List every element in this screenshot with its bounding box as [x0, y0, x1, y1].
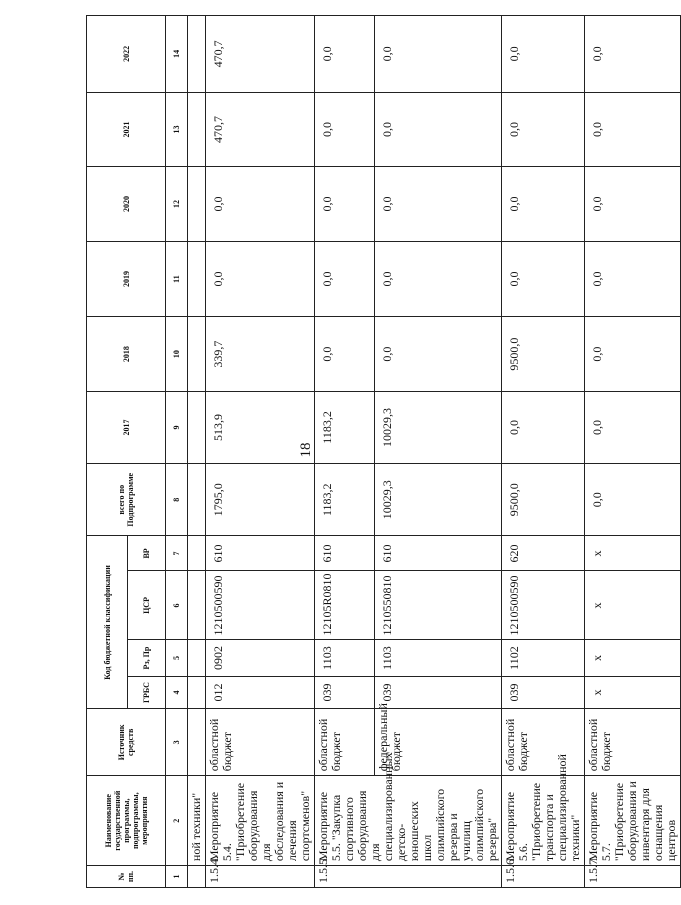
- row-2021: 0,0: [374, 92, 501, 166]
- col-num: 11: [166, 241, 188, 317]
- col-num: 6: [166, 571, 188, 640]
- row-2018: 0,0: [315, 317, 375, 391]
- row-vr: 620: [502, 536, 585, 571]
- col-num: 1: [166, 866, 188, 888]
- row-total: 1795,0: [206, 464, 315, 536]
- row-csr: х: [585, 571, 681, 640]
- row-2022: 0,0: [315, 16, 375, 93]
- row-2022: 470,7: [206, 16, 315, 93]
- row-total: 10029,3: [374, 464, 501, 536]
- rotated-page-content: [86, 15, 678, 888]
- row-2017: 1183,2: [315, 391, 375, 463]
- row-2022: 0,0: [502, 16, 585, 93]
- col-num: 10: [166, 317, 188, 391]
- row-source: областной бюджет: [315, 709, 375, 776]
- row-grbs: х: [585, 676, 681, 709]
- row-source: областной бюджет: [585, 709, 681, 776]
- header-2022: 2022: [87, 16, 166, 93]
- row-source: областной бюджет: [502, 709, 585, 776]
- header-vr: ВР: [128, 536, 166, 571]
- row-2019: 0,0: [585, 241, 681, 317]
- header-name: Наименование государственной программы, подпрограммы, мероприятия: [87, 776, 166, 866]
- row-number: 1.5.5.: [315, 866, 502, 888]
- header-n: № пп.: [87, 866, 166, 888]
- row-source: областной бюджет: [206, 709, 315, 776]
- col-num: 7: [166, 536, 188, 571]
- row-rzpr: 0902: [206, 640, 315, 676]
- row-number: 1.5.6.: [502, 866, 585, 888]
- row-name: Мероприятие 5.7. "Приобретение оборудования и инвентаря для оснащения центров: [585, 776, 681, 866]
- row-2017: 0,0: [585, 391, 681, 463]
- row-grbs: 012: [206, 676, 315, 709]
- table-row-1-5-5: [315, 16, 375, 888]
- col-num: 4: [166, 676, 188, 709]
- col-num: 9: [166, 391, 188, 463]
- col-num: 8: [166, 464, 188, 536]
- row-rzpr: 1103: [315, 640, 375, 676]
- row-csr: 1210550810: [374, 571, 501, 640]
- row-rzpr: х: [585, 640, 681, 676]
- row-source: федеральный бюджет: [374, 709, 501, 776]
- row-2021: 0,0: [585, 92, 681, 166]
- row-2020: 0,0: [315, 167, 375, 241]
- budget-table: [86, 15, 681, 888]
- row-rzpr: 1103: [374, 640, 501, 676]
- column-number-row: [166, 16, 188, 888]
- header-csr: ЦСР: [128, 571, 166, 640]
- row-grbs: 039: [502, 676, 585, 709]
- row-grbs: 039: [315, 676, 375, 709]
- row-2017: 513,9: [206, 391, 315, 463]
- header-total: всего по Подпрограмме: [87, 464, 166, 536]
- row-csr: 1210500590: [502, 571, 585, 640]
- row-2021: 0,0: [502, 92, 585, 166]
- row-2022: 0,0: [585, 16, 681, 93]
- col-num: 5: [166, 640, 188, 676]
- header-rzpr: Рз, Пр: [128, 640, 166, 676]
- header-row-1: [87, 16, 128, 888]
- table-row-1-5-5-federal: [374, 16, 501, 888]
- row-2021: 470,7: [206, 92, 315, 166]
- row-2018: 0,0: [374, 317, 501, 391]
- row-2018: 9500,0: [502, 317, 585, 391]
- continuation-row: [188, 16, 206, 888]
- row-vr: х: [585, 536, 681, 571]
- table-row-1-5-6: [502, 16, 585, 888]
- row-vr: 610: [206, 536, 315, 571]
- header-2018: 2018: [87, 317, 166, 391]
- row-2017: 10029,3: [374, 391, 501, 463]
- header-2019: 2019: [87, 241, 166, 317]
- header-source: Источник средств: [87, 709, 166, 776]
- row-total: 1183,2: [315, 464, 375, 536]
- row-2019: 0,0: [502, 241, 585, 317]
- header-2017: 2017: [87, 391, 166, 463]
- row-grbs: 039: [374, 676, 501, 709]
- row-2020: 0,0: [206, 167, 315, 241]
- row-csr: 1210500590: [206, 571, 315, 640]
- table-row-1-5-7: [585, 16, 681, 888]
- row-number: 1.5.4.: [206, 866, 315, 888]
- row-2021: 0,0: [315, 92, 375, 166]
- row-2020: 0,0: [502, 167, 585, 241]
- row-2017: 0,0: [502, 391, 585, 463]
- row-name: Мероприятие 5.5. "Закупка спортивного оборудования для специализированных детско-юношеских школ олимпийского резерва и училищ олимпийского резерва": [315, 776, 502, 866]
- col-num: 13: [166, 92, 188, 166]
- continuation-text: ной техники": [188, 776, 206, 866]
- table-row-1-5-4: [206, 16, 315, 888]
- col-num: 12: [166, 167, 188, 241]
- row-2019: 0,0: [315, 241, 375, 317]
- header-2021: 2021: [87, 92, 166, 166]
- row-vr: 610: [315, 536, 375, 571]
- page-number: 18: [298, 442, 314, 458]
- row-2019: 0,0: [206, 241, 315, 317]
- row-2018: 339,7: [206, 317, 315, 391]
- header-grbs: ГРБС: [128, 676, 166, 709]
- row-total: 0,0: [585, 464, 681, 536]
- row-2018: 0,0: [585, 317, 681, 391]
- row-rzpr: 1102: [502, 640, 585, 676]
- col-num: 3: [166, 709, 188, 776]
- header-kbk: Код бюджетной классификации: [87, 536, 128, 709]
- row-2019: 0,0: [374, 241, 501, 317]
- row-2020: 0,0: [585, 167, 681, 241]
- row-total: 9500,0: [502, 464, 585, 536]
- row-csr: 12105R0810: [315, 571, 375, 640]
- row-2022: 0,0: [374, 16, 501, 93]
- row-name: Мероприятие 5.6. "Приобретение транспорта и специализированной техники": [502, 776, 585, 866]
- row-number: 1.5.7.: [585, 866, 681, 888]
- row-vr: 610: [374, 536, 501, 571]
- col-num: 2: [166, 776, 188, 866]
- row-2020: 0,0: [374, 167, 501, 241]
- row-name: Мероприятие 5.4. "Приобретение оборудования для обследования и лечения спортсменов": [206, 776, 315, 866]
- col-num: 14: [166, 16, 188, 93]
- header-2020: 2020: [87, 167, 166, 241]
